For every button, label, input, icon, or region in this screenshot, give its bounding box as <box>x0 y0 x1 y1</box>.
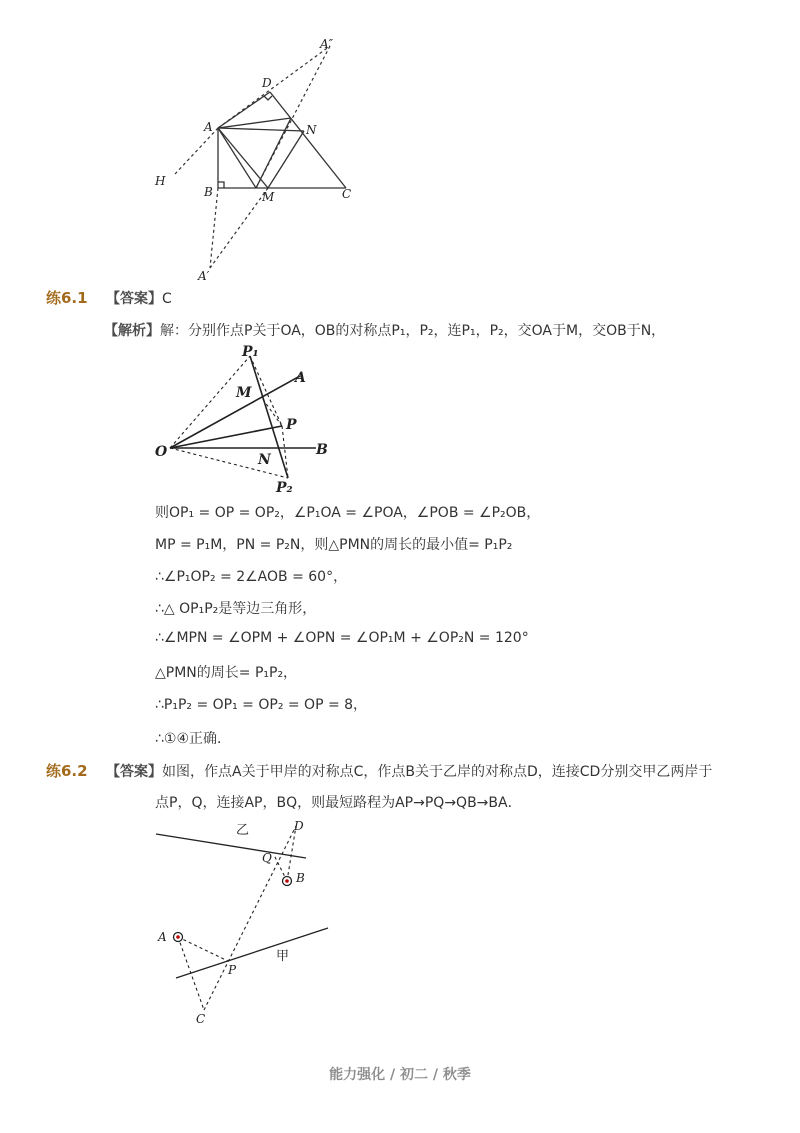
exercise-6-2-answer-row <box>46 760 712 781</box>
label-N: N <box>306 123 317 137</box>
label-A-prime: A′ <box>198 269 210 283</box>
label-O: O <box>155 444 168 460</box>
analysis-intro: 解：分别作点P关于OA，OB的对称点P₁，P₂，连P₁，P₂，交OA于M，交OB于N， <box>160 323 666 339</box>
solution-step: ∴P₁P₂ = OP₁ = OP₂ = OP = 8， <box>155 697 368 713</box>
label-N: N <box>258 452 271 468</box>
label-D: D <box>262 76 272 90</box>
solution-step: ∴∠P₁OP₂ = 2∠AOB = 60°， <box>155 569 348 585</box>
label-bank-jia: 甲 <box>276 949 290 964</box>
solution-step: ∴①④正确． <box>155 731 232 747</box>
label-A: A <box>295 370 306 386</box>
figure-angle-aob <box>150 340 340 500</box>
exercise-6-1-analysis-row <box>104 320 665 340</box>
page-footer: 能力强化 / 初二 / 秋季 <box>329 1067 471 1083</box>
answer-tag: 【答案】 <box>106 291 163 307</box>
label-P: P <box>228 963 237 977</box>
solution-step: △PMN的周长= P₁P₂， <box>155 665 298 681</box>
figure-reflection-triangle <box>140 30 370 290</box>
solution-step: 则OP₁ = OP = OP₂，∠P₁OA = ∠POA，∠POB = ∠P₂OB， <box>155 505 541 521</box>
label-P2: P₂ <box>276 480 293 496</box>
label-A: A <box>204 120 213 134</box>
label-P: P <box>286 417 297 433</box>
label-H: H <box>155 174 166 188</box>
label-B: B <box>204 185 213 199</box>
exercise-6-2-answer-line-2: 点P，Q，连接AP，BQ，则最短路程为AP→PQ→QB→BA． <box>155 795 522 811</box>
solution-step: ∴△ OP₁P₂是等边三角形， <box>155 601 317 617</box>
label-A: A <box>158 930 167 944</box>
label-M: M <box>236 385 252 401</box>
exercise-number: 练6.1 <box>46 289 88 307</box>
solution-step: ∴∠MPN = ∠OPM + ∠OPN = ∠OP₁M + ∠OP₂N = 120° <box>155 630 529 646</box>
label-B: B <box>316 442 328 458</box>
exercise-number: 练6.2 <box>46 762 88 780</box>
label-bank-yi: 乙 <box>236 823 250 838</box>
label-A-double-prime: A″ <box>320 37 334 51</box>
label-M: M <box>262 190 275 204</box>
label-C: C <box>342 187 352 201</box>
analysis-tag: 【解析】 <box>104 323 160 339</box>
exercise-6-1-answer-row <box>46 287 172 308</box>
label-C: C <box>196 1012 206 1026</box>
label-P1: P₁ <box>242 344 259 360</box>
answer-value: C <box>162 291 172 307</box>
label-Q: Q <box>262 851 272 865</box>
answer-line-1: 如图，作点A关于甲岸的对称点C，作点B关于乙岸的对称点D，连接CD分别交甲乙两岸于 <box>162 764 713 780</box>
label-D: D <box>294 819 304 833</box>
label-B: B <box>296 871 305 885</box>
figure-river-banks <box>150 815 340 1030</box>
solution-step: MP = P₁M，PN = P₂N，则△PMN的周长的最小值= P₁P₂ <box>155 537 513 553</box>
answer-tag: 【答案】 <box>106 764 163 780</box>
